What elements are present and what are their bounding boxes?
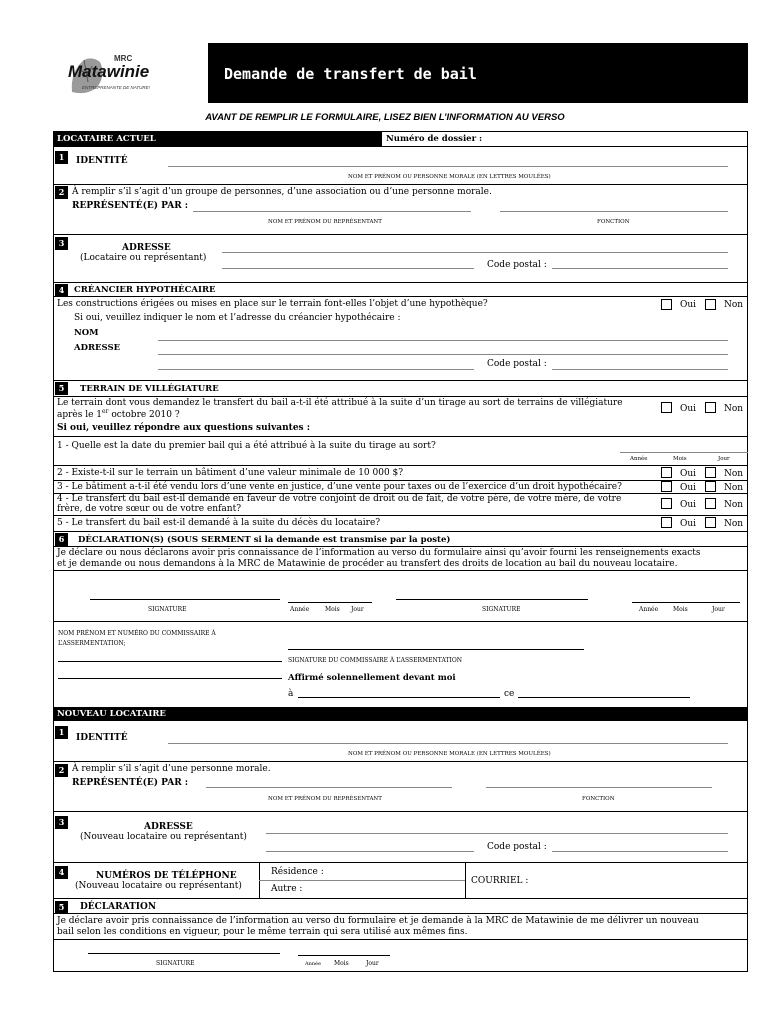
creditor-name-field[interactable]	[158, 340, 728, 341]
new-declaration-line-2: bail selon les conditions en vigueur, pour le même terrain qui sera utilisé aux mêmes fins.	[57, 927, 468, 937]
no-label: Non	[724, 500, 744, 510]
creditor-header: CRÉANCIER HYPOTHÉCAIRE	[74, 285, 216, 295]
file-number-label: Numéro de dossier :	[386, 134, 483, 144]
day-caption: Jour	[351, 606, 364, 613]
section-number: 5	[55, 382, 68, 395]
identity-field[interactable]	[168, 166, 728, 167]
new-declaration-header: DÉCLARATION	[80, 902, 157, 912]
q3-no-checkbox[interactable]	[705, 481, 716, 492]
logo-mrc: MRC	[114, 54, 133, 63]
year-caption: Année	[639, 606, 659, 613]
postal-code-label: Code postal :	[487, 260, 547, 270]
signature-caption-2: SIGNATURE	[482, 606, 521, 613]
first-lease-date-field[interactable]	[620, 452, 748, 453]
new-address-sub: (Nouveau locataire ou représentant)	[80, 832, 247, 842]
day-caption: Jour	[366, 960, 379, 967]
new-postal-code-label: Code postal :	[487, 842, 547, 852]
resort-no-checkbox[interactable]	[705, 402, 716, 413]
creditor-address-field-2[interactable]	[158, 369, 474, 370]
yes-label: Oui	[680, 300, 697, 310]
yes-label: Oui	[680, 404, 697, 414]
month-caption: Mois	[325, 606, 340, 613]
signature-field-2[interactable]	[396, 599, 588, 600]
new-represented-label: REPRÉSENTÉ(E) PAR :	[72, 778, 189, 788]
yes-label: Oui	[680, 469, 697, 479]
section-number: 2	[55, 186, 68, 199]
representative-name-field[interactable]	[193, 211, 471, 212]
creditor-postal-label: Code postal :	[487, 359, 547, 369]
q4-no-checkbox[interactable]	[705, 498, 716, 509]
declaration-line-1: Je déclare ou nous déclarons avoir pris connaissance de l’information au verso du formulaire ainsi qu’avoir fourni les renseignements exacts	[57, 548, 701, 558]
home-phone-field[interactable]	[259, 880, 465, 881]
q3-yes-checkbox[interactable]	[661, 481, 672, 492]
resort-if-yes: Si oui, veuillez répondre aux questions suivantes :	[57, 423, 311, 433]
creditor-instruction: Si oui, veuillez indiquer le nom et l’adresse du créancier hypothécaire :	[74, 313, 401, 323]
identity-label: IDENTITÉ	[76, 156, 128, 166]
phone-sub: (Nouveau locataire ou représentant)	[75, 881, 242, 891]
no-label: Non	[724, 469, 744, 479]
creditor-yes-checkbox[interactable]	[661, 299, 672, 310]
creditor-address-field-1[interactable]	[158, 354, 728, 355]
subtitle: AVANT DE REMPLIR LE FORMULAIRE, LISEZ BIEN L’INFORMATION AU VERSO	[205, 112, 565, 123]
month-caption: Mois	[673, 606, 688, 613]
commissioner-signature-field[interactable]	[288, 649, 584, 650]
other-phone-label: Autre :	[271, 884, 303, 894]
resort-question-a: Le terrain dont vous demandez le transfert du bail a-t-il été attribué à la suite d’un tirage au sort de terrains de villégiature	[57, 398, 623, 408]
q4-yes-checkbox[interactable]	[661, 498, 672, 509]
email-label: COURRIEL :	[471, 876, 529, 886]
q5-yes-checkbox[interactable]	[661, 517, 672, 528]
commissioner-name-field[interactable]	[58, 661, 282, 662]
phone-label: NUMÉROS DE TÉLÉPHONE	[96, 871, 237, 881]
resort-q2: 2 - Existe-t-il sur le terrain un bâtiment d’une valeur minimale de 10 000 $?	[57, 468, 404, 478]
section-number: 4	[55, 866, 68, 879]
affirmed-place-field[interactable]	[298, 697, 500, 698]
q5-no-checkbox[interactable]	[705, 517, 716, 528]
affirmed-at-label: à	[288, 689, 294, 699]
yes-label: Oui	[680, 500, 697, 510]
commissioner-caption-a: NOM PRÉNOM ET NUMÉRO DU COMMISSAIRE À	[58, 630, 216, 637]
address-field-2[interactable]	[222, 268, 474, 269]
new-representative-name-field[interactable]	[206, 787, 452, 788]
signature-date-field-2[interactable]	[632, 602, 740, 603]
no-label: Non	[724, 300, 744, 310]
postal-code-field[interactable]	[552, 268, 728, 269]
section-number: 2	[55, 764, 68, 777]
represented-label: REPRÉSENTÉ(E) PAR :	[72, 201, 189, 211]
commissioner-signature-caption: SIGNATURE DU COMMISSAIRE À L’ASSERMENTATION	[288, 657, 462, 664]
represented-instruction: À remplir s’il s’agit d’un groupe de personnes, d’une association ou d’une personne morale.	[72, 187, 492, 197]
declaration-line-2: et je demande ou nous demandons à la MRC de Matawinie de procéder au transfert des droits de location au bail du nouveau locataire.	[57, 559, 678, 569]
year-caption: Année	[305, 961, 321, 967]
section-number: 3	[55, 237, 68, 250]
new-address-field-2[interactable]	[266, 851, 474, 852]
address-sub: (Locataire ou représentant)	[80, 253, 207, 263]
representative-function-field[interactable]	[500, 211, 728, 212]
section-number: 5	[55, 901, 68, 914]
resort-yes-checkbox[interactable]	[661, 402, 672, 413]
resort-question-b: après le 1er octobre 2010 ?	[57, 408, 180, 420]
declaration-header: DÉCLARATION(S) (SOUS SERMENT si la demande est transmise par la poste)	[78, 535, 451, 545]
signature-date-field-1[interactable]	[288, 602, 372, 603]
creditor-name-label: NOM	[74, 328, 99, 338]
day-caption: Jour	[712, 606, 725, 613]
new-address-label: ADRESSE	[144, 822, 193, 832]
new-postal-code-field[interactable]	[552, 851, 728, 852]
resort-q4b: frère, de votre sœur ou de votre enfant?	[57, 504, 242, 514]
page-title: Demande de transfert de bail	[224, 65, 477, 83]
new-tenant-header: NOUVEAU LOCATAIRE	[53, 707, 748, 721]
yes-label: Oui	[680, 519, 697, 529]
title-bar	[208, 43, 748, 103]
new-representative-function-field[interactable]	[486, 787, 712, 788]
new-identity-label: IDENTITÉ	[76, 733, 128, 743]
creditor-address-label: ADRESSE	[74, 343, 121, 353]
new-identity-caption: NOM ET PRÉNOM OU PERSONNE MORALE (EN LETTRES MOULÉES)	[348, 751, 551, 757]
new-signature-field[interactable]	[88, 953, 280, 954]
month-caption: Mois	[334, 960, 349, 967]
resort-q1: 1 - Quelle est la date du premier bail qui a été attribué à la suite du tirage au sort?	[57, 441, 436, 451]
creditor-postal-field[interactable]	[552, 369, 728, 370]
signature-caption-1: SIGNATURE	[148, 606, 187, 613]
section-number: 4	[55, 284, 68, 297]
no-label: Non	[724, 483, 744, 493]
address-field-1[interactable]	[222, 252, 728, 253]
new-representative-function-caption: FONCTION	[582, 796, 615, 802]
affirmed-label: Affirmé solennellement devant moi	[288, 673, 456, 683]
home-phone-label: Résidence :	[271, 867, 324, 877]
new-address-field-1[interactable]	[266, 833, 728, 834]
day-caption: Jour	[718, 456, 730, 462]
affirmed-date-field[interactable]	[518, 697, 690, 698]
representative-name-caption: NOM ET PRÉNOM DU REPRÉSENTANT	[268, 219, 382, 225]
new-representative-name-caption: NOM ET PRÉNOM DU REPRÉSENTANT	[268, 796, 382, 802]
resort-q3: 3 - Le bâtiment a-t-il été vendu lors d’une vente en justice, d’une vente pour taxes ou de l’exercice d’un droit hypothécaire?	[57, 482, 622, 492]
representative-function-caption: FONCTION	[597, 219, 630, 225]
affirmed-on-label: ce	[504, 689, 515, 699]
q2-no-checkbox[interactable]	[705, 467, 716, 478]
q2-yes-checkbox[interactable]	[661, 467, 672, 478]
resort-header: TERRAIN DE VILLÉGIATURE	[80, 384, 219, 394]
new-represented-instruction: À remplir s’il s’agit d’une personne morale.	[72, 764, 271, 774]
resort-q5: 5 - Le transfert du bail est-il demandé à la suite du décès du locataire?	[57, 518, 381, 528]
commissioner-number-field[interactable]	[58, 678, 282, 679]
creditor-no-checkbox[interactable]	[705, 299, 716, 310]
month-caption: Mois	[673, 456, 687, 462]
logo-brand: Matawinie	[68, 62, 150, 81]
resort-q4a: 4 - Le transfert du bail est-il demandé en faveur de votre conjoint de droit ou de fait, de votre père, de votre mère, de votre	[57, 494, 622, 504]
new-signature-date-field[interactable]	[298, 955, 390, 956]
section-number: 3	[55, 816, 68, 829]
mrc-matawinie-logo	[62, 52, 192, 104]
year-caption: Année	[290, 606, 310, 613]
new-declaration-line-1: Je déclare avoir pris connaissance de l’information au verso du formulaire et je demande à la MRC de Matawinie de me délivrer un nouveau	[57, 916, 699, 926]
signature-field-1[interactable]	[90, 599, 280, 600]
new-identity-field[interactable]	[168, 743, 728, 744]
yes-label: Oui	[680, 483, 697, 493]
address-label: ADRESSE	[122, 243, 171, 253]
commissioner-caption-b: L’ASSERMENTATION;	[58, 640, 126, 647]
current-tenant-header: LOCATAIRE ACTUEL	[53, 132, 381, 146]
identity-caption: NOM ET PRÉNOM OU PERSONNE MORALE (EN LETTRES MOULÉES)	[348, 174, 551, 180]
logo-tagline: ENTREPRENANTE DE NATURE!	[82, 85, 150, 90]
creditor-question: Les constructions érigées ou mises en place sur le terrain font-elles l’objet d’une hypothèque?	[57, 299, 488, 309]
new-signature-caption: SIGNATURE	[156, 960, 195, 967]
year-caption: Année	[630, 456, 648, 462]
section-number: 1	[55, 726, 68, 739]
section-number: 6	[55, 533, 68, 546]
no-label: Non	[724, 519, 744, 529]
section-number: 1	[55, 151, 68, 164]
no-label: Non	[724, 404, 744, 414]
